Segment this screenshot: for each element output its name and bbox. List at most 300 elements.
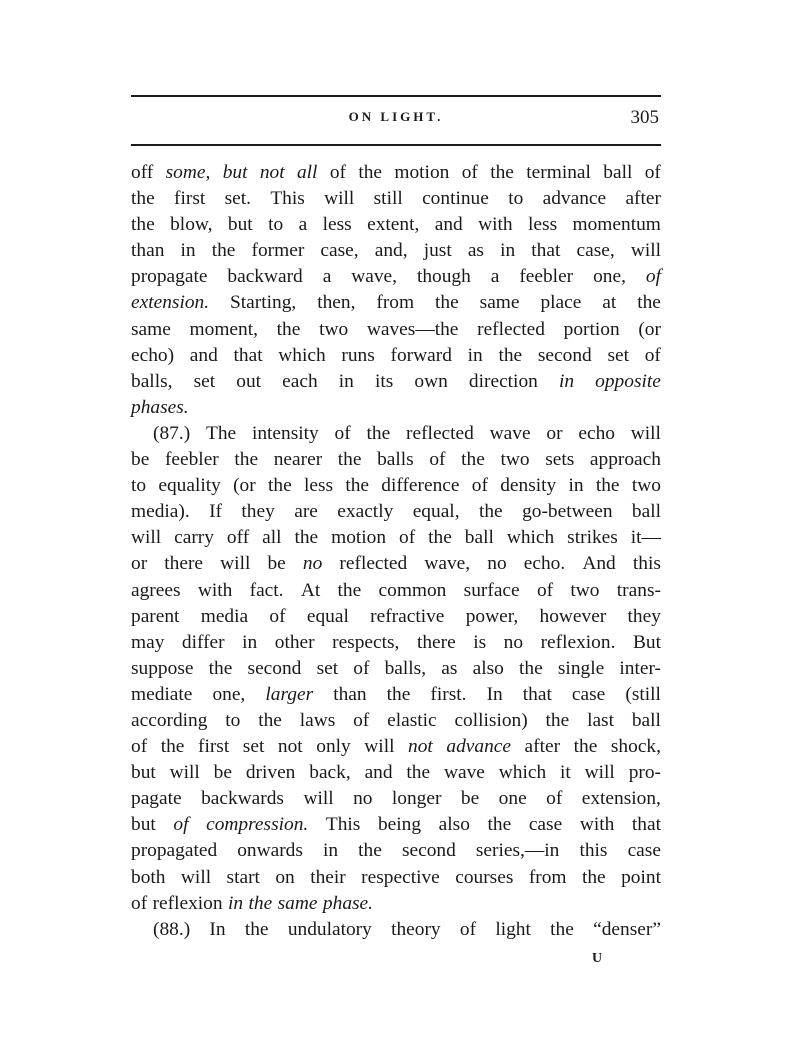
word: as — [441, 657, 458, 679]
word: will — [630, 422, 661, 444]
text-line — [131, 917, 661, 943]
word: being — [377, 814, 422, 836]
word: ball — [464, 527, 494, 549]
word: the — [131, 188, 155, 210]
word: courses — [455, 866, 514, 888]
word: carry — [174, 527, 214, 549]
text-line — [131, 395, 661, 421]
word: motion — [331, 527, 387, 549]
word: parent — [131, 605, 180, 627]
word: to — [508, 188, 524, 210]
word: backwards — [201, 788, 284, 810]
word: in — [242, 631, 258, 653]
word: their — [310, 866, 346, 888]
word: though — [416, 266, 471, 288]
word: of — [269, 605, 286, 627]
word: this — [632, 553, 661, 575]
word: former — [251, 240, 305, 262]
word: ball — [631, 709, 661, 731]
word: will — [584, 762, 615, 784]
text-line — [131, 891, 661, 917]
word: equal, — [412, 501, 460, 523]
word: which — [498, 762, 547, 784]
header-top-rule — [131, 95, 661, 97]
word: the — [545, 709, 570, 731]
word: sets — [545, 449, 575, 471]
word: ball — [603, 162, 633, 183]
word: the — [386, 683, 411, 705]
word: set — [316, 657, 339, 679]
word: the — [131, 214, 155, 236]
word: less — [303, 475, 334, 497]
word: back, — [309, 762, 351, 784]
word: no — [503, 631, 524, 653]
word: the — [498, 344, 523, 366]
word: will — [324, 188, 355, 210]
running-title: ON LIGHT. — [348, 109, 444, 124]
word: equality — [158, 475, 221, 497]
word: reflected — [406, 422, 474, 444]
word: the — [490, 162, 514, 183]
word: But — [632, 631, 661, 653]
italic-word: extension. — [131, 292, 210, 314]
word: the — [406, 762, 431, 784]
word: less — [322, 214, 352, 236]
word: blow, — [170, 214, 213, 236]
word: point — [621, 866, 661, 888]
word: case — [528, 814, 563, 836]
word: the — [478, 501, 503, 523]
word: refractive — [370, 605, 445, 627]
word: will — [630, 240, 661, 262]
word: both — [131, 866, 166, 888]
word: echo — [578, 422, 615, 444]
word: (or — [638, 318, 661, 340]
word: a — [490, 266, 500, 288]
word: density — [500, 475, 557, 497]
word: at — [602, 292, 617, 314]
word: forward — [390, 344, 452, 366]
word: or — [131, 553, 148, 575]
word: pagate — [131, 788, 182, 810]
word: shock, — [610, 736, 661, 758]
word: waves—the — [366, 318, 459, 340]
text-line — [131, 421, 661, 447]
word: case — [627, 840, 661, 862]
word: media). — [131, 501, 190, 523]
word: in — [338, 370, 354, 392]
word: direction — [468, 370, 538, 392]
word: of — [459, 918, 477, 940]
word: just — [423, 240, 452, 262]
running-head — [131, 107, 661, 133]
page-number: 305 — [630, 107, 659, 128]
text-line — [131, 499, 661, 525]
word: two — [570, 579, 600, 601]
word: a — [322, 266, 332, 288]
word: is — [473, 631, 487, 653]
word: which — [506, 527, 555, 549]
word: than — [333, 683, 367, 705]
word: from — [528, 866, 567, 888]
text-line — [131, 865, 661, 891]
word: the — [581, 866, 606, 888]
word: from — [376, 292, 415, 314]
word: place — [540, 292, 582, 314]
word: mediate — [131, 683, 193, 705]
word: approach — [589, 449, 661, 471]
text-line — [131, 186, 661, 212]
word: elastic — [387, 709, 437, 731]
text-line — [131, 734, 661, 760]
word: set — [193, 370, 216, 392]
word: propagate — [131, 266, 208, 288]
word: Starting, — [230, 292, 297, 314]
word: wave — [489, 422, 531, 444]
word: of — [536, 579, 554, 601]
italic-word: phases. — [131, 396, 189, 418]
word: reflected — [477, 318, 545, 340]
word: balls — [377, 449, 414, 471]
word: off — [131, 162, 154, 183]
word: case, — [576, 240, 615, 262]
word: the — [461, 449, 485, 471]
word: reflected — [339, 553, 408, 575]
word: only — [316, 736, 351, 758]
word: to — [131, 475, 147, 497]
word: start — [226, 866, 260, 888]
word: the — [487, 814, 512, 836]
word: exactly — [337, 501, 394, 523]
word: the — [267, 475, 292, 497]
word: according — [131, 709, 208, 731]
word: In — [209, 918, 226, 940]
word: terminal — [526, 162, 591, 183]
word: This — [270, 188, 305, 210]
word: reflexion — [152, 892, 223, 914]
word: the — [211, 240, 236, 262]
text-line — [131, 369, 661, 395]
word: common — [378, 579, 447, 601]
word: same — [479, 292, 520, 314]
word: series,—in — [475, 840, 560, 862]
word: first. — [430, 683, 467, 705]
word: go-between — [522, 501, 613, 523]
word: be — [213, 762, 232, 784]
word: still — [373, 188, 403, 210]
word: or — [546, 422, 563, 444]
word: set. — [224, 188, 251, 210]
word: after — [625, 188, 661, 210]
italic-word: phase. — [322, 892, 374, 914]
italic-word: not — [408, 736, 433, 758]
word: of — [353, 709, 370, 731]
word: two — [500, 449, 530, 471]
word: (still — [625, 683, 661, 705]
word: the — [428, 527, 452, 549]
text-line — [131, 708, 661, 734]
word: second — [537, 344, 592, 366]
word: In — [486, 683, 503, 705]
word: the — [519, 657, 543, 679]
word: difference — [381, 475, 460, 497]
word: feebler — [164, 449, 219, 471]
text-line — [131, 160, 661, 186]
word: “denser” — [593, 918, 661, 940]
word: intensity — [251, 422, 319, 444]
word: surface — [463, 579, 520, 601]
word: own — [414, 370, 448, 392]
italic-word: all — [296, 162, 318, 183]
word: of — [471, 475, 488, 497]
word: and, — [374, 240, 408, 262]
text-line — [131, 630, 661, 656]
word: case, — [320, 240, 359, 262]
word: they — [241, 501, 275, 523]
text-line — [131, 786, 661, 812]
word: And — [582, 553, 616, 575]
word: it— — [630, 527, 661, 549]
word: will — [180, 866, 212, 888]
word: single — [557, 657, 605, 679]
italic-word: some, — [165, 162, 211, 183]
word: the — [573, 736, 598, 758]
word: set — [242, 736, 265, 758]
word: suppose — [131, 657, 194, 679]
word: echo. — [523, 553, 566, 575]
word: but — [227, 214, 253, 236]
word: as — [467, 240, 484, 262]
word: equal — [306, 605, 349, 627]
italic-word: opposite — [595, 370, 661, 392]
word: out — [236, 370, 262, 392]
word: media — [200, 605, 249, 627]
word: second — [247, 657, 302, 679]
word: in — [500, 240, 516, 262]
word: however — [539, 605, 607, 627]
word: The — [205, 422, 237, 444]
word: of — [329, 162, 346, 183]
word: in — [180, 240, 196, 262]
italic-word: in — [228, 892, 244, 914]
word: power, — [465, 605, 519, 627]
word: to — [225, 709, 241, 731]
word: onwards — [237, 840, 303, 862]
word: agrees — [131, 579, 181, 601]
word: that — [522, 683, 552, 705]
word: second — [401, 840, 456, 862]
word: the — [337, 579, 362, 601]
word: after — [524, 736, 561, 758]
word: and — [434, 214, 463, 236]
word: (88.) — [153, 918, 191, 940]
word: respective — [361, 866, 440, 888]
word: of — [131, 892, 148, 914]
word: which — [278, 344, 326, 366]
word: with — [478, 214, 513, 236]
word: light — [495, 918, 531, 940]
word: propagated — [131, 840, 218, 862]
word: but — [131, 814, 156, 836]
text-line — [131, 343, 661, 369]
word: all — [262, 527, 282, 549]
text-line — [131, 578, 661, 604]
word: balls, — [131, 370, 173, 392]
word: If — [209, 501, 223, 523]
italic-word: larger — [265, 683, 314, 705]
word: be — [460, 788, 480, 810]
word: driven — [245, 762, 296, 784]
word: other — [274, 631, 315, 653]
word: two — [631, 475, 661, 497]
word: first — [174, 188, 206, 210]
text-line — [131, 812, 661, 838]
word: of — [399, 527, 416, 549]
word: may — [131, 631, 165, 653]
word: theory — [391, 918, 441, 940]
word: in — [568, 475, 584, 497]
word: the — [294, 527, 319, 549]
word: last — [587, 709, 614, 731]
word: undulatory — [287, 918, 372, 940]
word: the — [337, 449, 362, 471]
word: they — [627, 605, 661, 627]
word: that — [531, 240, 561, 262]
word: longer — [391, 788, 442, 810]
word: in — [467, 344, 483, 366]
word: inter- — [619, 657, 661, 679]
word: the — [276, 318, 301, 340]
word: the — [244, 918, 269, 940]
word: the — [435, 292, 459, 314]
word: will — [169, 762, 200, 784]
word: extension, — [581, 788, 661, 810]
word: momentum — [572, 214, 661, 236]
word: This — [325, 814, 361, 836]
word: will — [220, 553, 251, 575]
word: no — [353, 788, 373, 810]
word: wave, — [351, 266, 398, 288]
word: the — [345, 475, 370, 497]
word: there — [164, 553, 204, 575]
word: and — [364, 762, 393, 784]
italic-word: but — [222, 162, 248, 183]
italic-word: in — [558, 370, 575, 392]
word: will — [131, 527, 162, 549]
word: also — [472, 657, 504, 679]
text-line — [131, 525, 661, 551]
word: that — [631, 814, 661, 836]
word: the — [550, 918, 574, 940]
word: one, — [212, 683, 246, 705]
word: there — [416, 631, 456, 653]
word: differ — [181, 631, 225, 653]
word: in — [323, 840, 339, 862]
word: will — [303, 788, 334, 810]
word: of — [644, 344, 661, 366]
word: first — [197, 736, 230, 758]
word: reflexion. — [540, 631, 616, 653]
word: one, — [593, 266, 626, 288]
word: (or — [233, 475, 256, 497]
word: that — [233, 344, 263, 366]
word: moment, — [189, 318, 258, 340]
text-line — [131, 551, 661, 577]
word: case — [571, 683, 606, 705]
italic-word: compression. — [206, 814, 309, 836]
text-line — [131, 238, 661, 264]
word: each — [282, 370, 318, 392]
word: two — [319, 318, 349, 340]
word: wave, — [424, 553, 471, 575]
word: of — [334, 422, 351, 444]
word: echo) — [131, 344, 175, 366]
word: with — [197, 579, 233, 601]
word: of — [461, 162, 478, 183]
word: set — [607, 344, 629, 366]
italic-word: advance — [446, 736, 511, 758]
header-bottom-rule — [131, 144, 661, 146]
word: pro- — [628, 762, 661, 784]
word: are — [294, 501, 318, 523]
word: its — [374, 370, 394, 392]
word: collision) — [454, 709, 528, 731]
word: runs — [341, 344, 375, 366]
word: then, — [317, 292, 356, 314]
word: motion — [394, 162, 450, 183]
word: backward — [227, 266, 303, 288]
text-line — [131, 604, 661, 630]
word: one — [498, 788, 527, 810]
text-line — [131, 264, 661, 290]
word: and — [189, 344, 218, 366]
word: also — [438, 814, 470, 836]
word: be — [131, 449, 150, 471]
word: of — [353, 657, 370, 679]
word: the — [595, 475, 620, 497]
word: of — [546, 788, 563, 810]
text-line — [131, 760, 661, 786]
word: the — [358, 162, 383, 183]
word: of — [131, 736, 148, 758]
word: nearer — [273, 449, 323, 471]
word: strikes — [567, 527, 618, 549]
word: the — [258, 709, 282, 731]
text-line — [131, 682, 661, 708]
text-line — [131, 838, 661, 864]
word: with — [579, 814, 615, 836]
word: the — [366, 422, 391, 444]
italic-word: of — [645, 266, 661, 288]
text-line — [131, 212, 661, 238]
word: a — [298, 214, 308, 236]
word: but — [131, 762, 156, 784]
word: the — [234, 449, 259, 471]
word: fact. — [249, 579, 284, 601]
word: respects, — [332, 631, 400, 653]
italic-word: no — [302, 553, 323, 575]
word: balls, — [384, 657, 427, 679]
body-text — [131, 160, 661, 943]
word: of — [429, 449, 446, 471]
word: it — [560, 762, 571, 784]
word: be — [267, 553, 286, 575]
word: advance — [542, 188, 607, 210]
word: off — [226, 527, 250, 549]
word: will — [364, 736, 395, 758]
signature-mark: U — [592, 951, 603, 966]
word: feebler — [519, 266, 574, 288]
